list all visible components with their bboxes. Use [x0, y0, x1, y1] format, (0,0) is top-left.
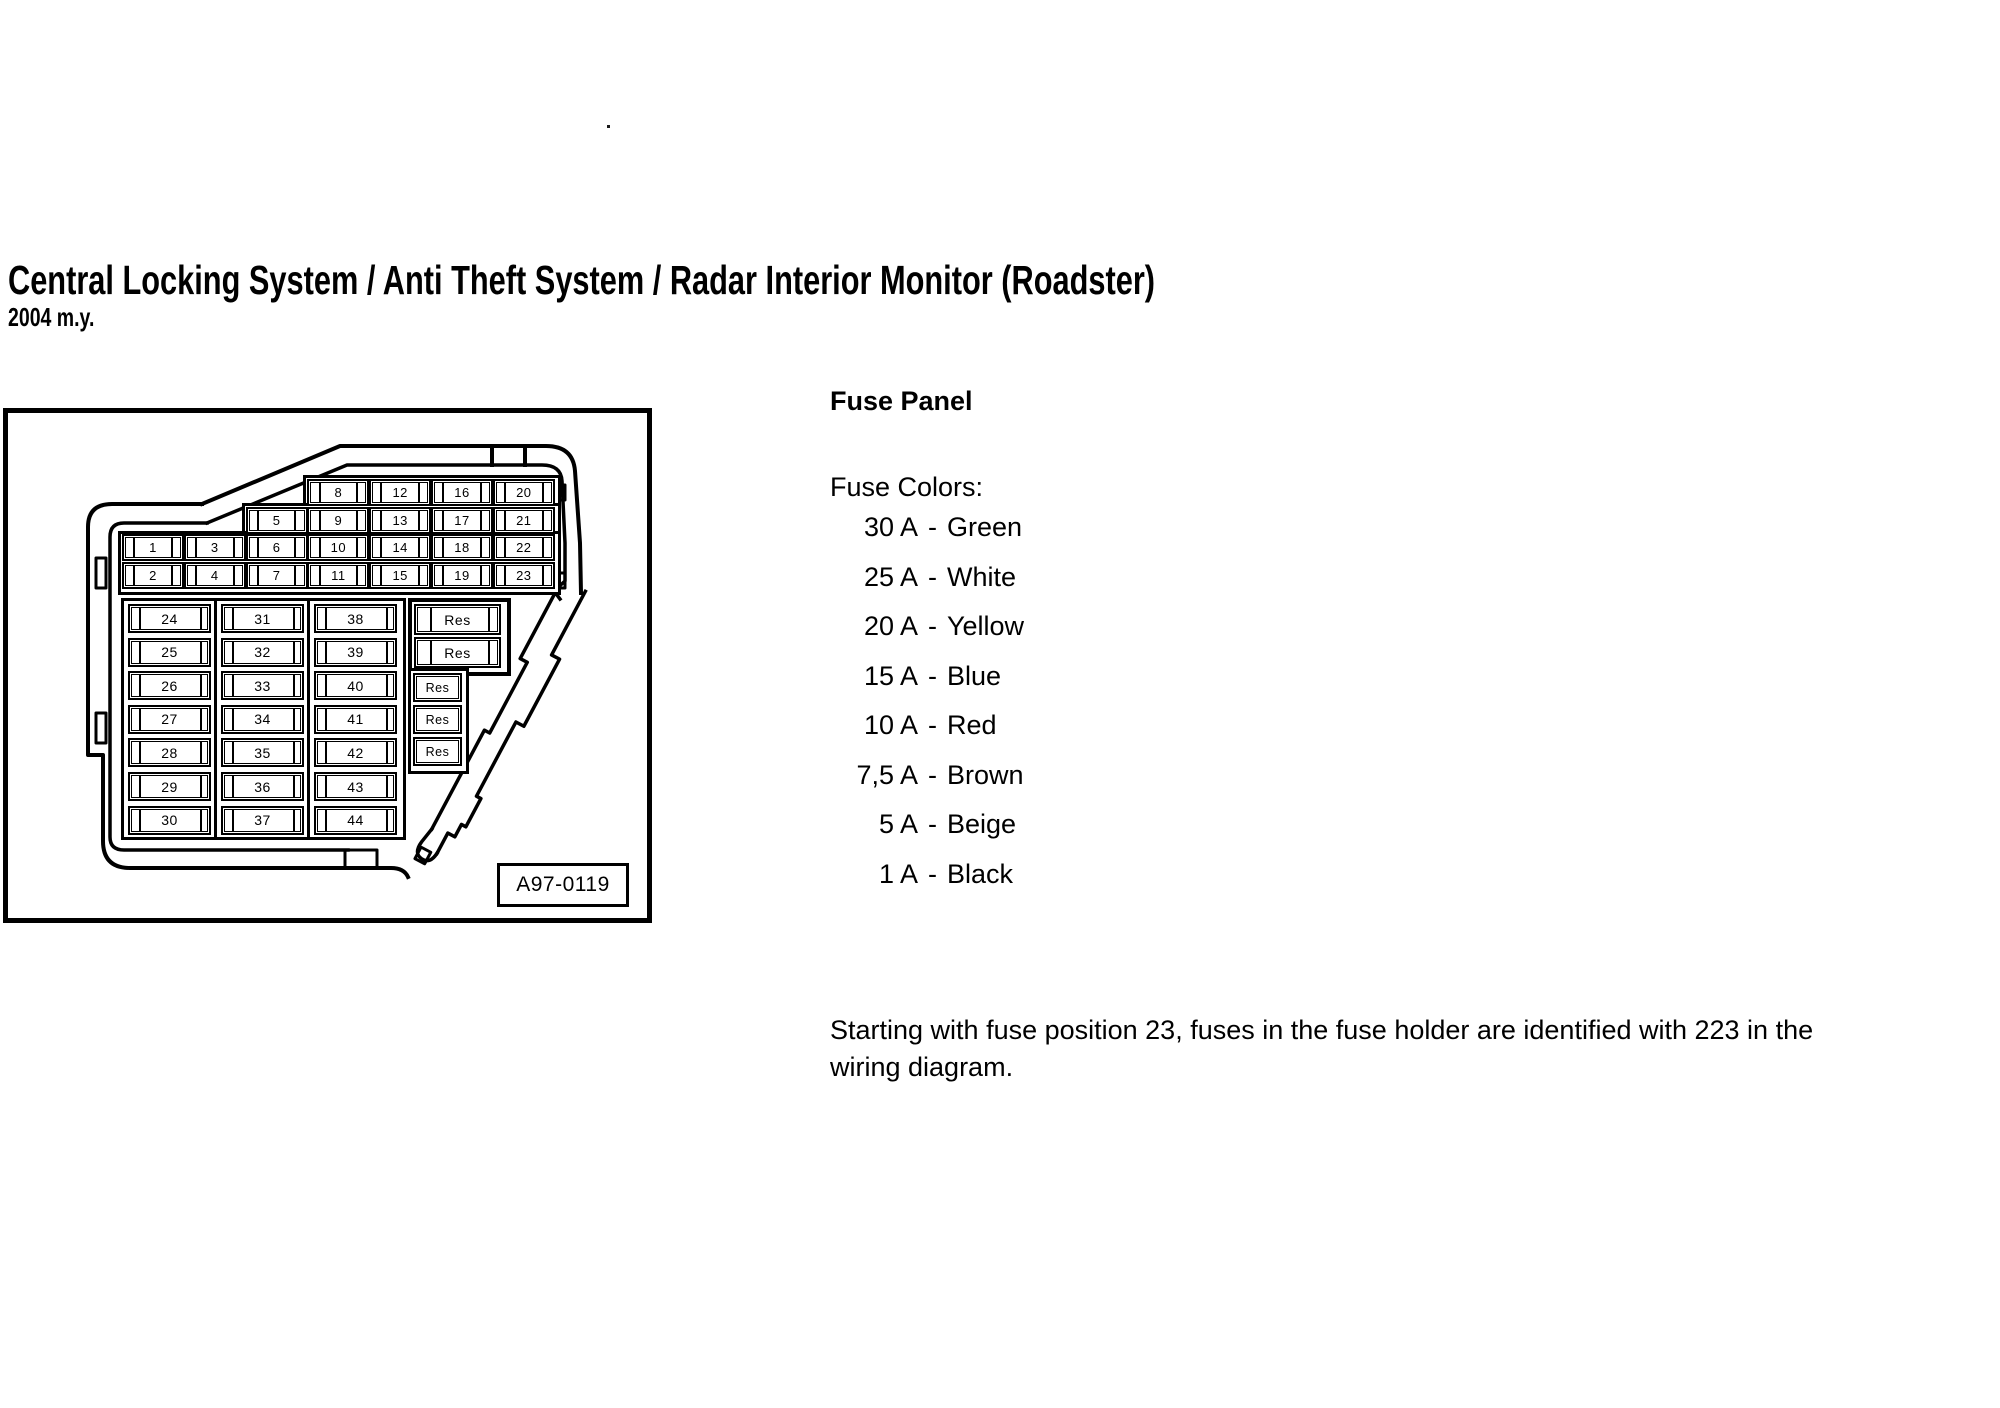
large-fuse-26 [128, 671, 211, 700]
dash-separator: - [928, 611, 937, 641]
fuse-color-name: Red [947, 710, 997, 740]
large-fuse-44 [314, 806, 397, 835]
fuse-color-row [830, 611, 1024, 661]
figure-number-box [497, 863, 629, 907]
fuse-number: 41 [347, 711, 364, 728]
fuse-color-name: Yellow [947, 611, 1025, 641]
small-fuse-17 [431, 507, 493, 534]
bottom-mount-tab [345, 850, 377, 868]
small-fuse-20 [493, 479, 555, 506]
fuse-number: 7 [272, 568, 281, 584]
fuse-color-row [830, 661, 1024, 711]
top-mount-tab [492, 446, 525, 465]
dash-separator: - [928, 710, 937, 740]
fuse-number: 18 [454, 540, 470, 556]
left-mount-tab [96, 558, 106, 588]
large-fuse-27 [128, 705, 211, 734]
fuse-number: 12 [392, 485, 408, 500]
small-fuse-18 [431, 534, 493, 561]
fuse-amperage: 20 A [863, 611, 918, 641]
fuse-number: 27 [161, 711, 178, 728]
fuse-number: 40 [347, 677, 364, 694]
page-title-text: Central Locking System / Anti Theft System / Radar Interior Monitor (Roadster) [8, 257, 1156, 304]
large-fuse-39 [314, 638, 397, 667]
large-fuse-40 [314, 671, 397, 700]
reserve-fuse-small [413, 737, 462, 766]
small-fuse-4 [184, 562, 246, 589]
fuse-number: Res [444, 611, 471, 628]
fuse-amperage: 7,5 A [856, 759, 918, 790]
fuse-number: 8 [334, 485, 343, 500]
small-fuse-14 [369, 534, 431, 561]
reserve-fuse-large [414, 604, 501, 635]
small-fuse-1 [122, 534, 184, 561]
small-fuse-6 [246, 534, 308, 561]
reserve-fuse-small [413, 673, 462, 702]
small-fuse-5 [246, 507, 308, 534]
large-fuse-28 [128, 738, 211, 767]
fuse-number: 39 [347, 644, 364, 661]
large-fuse-41 [314, 705, 397, 734]
large-fuse-35 [221, 738, 304, 767]
small-fuse-9 [307, 507, 369, 534]
model-year-subtitle [8, 302, 123, 333]
fuse-color-list [830, 512, 1024, 908]
reserve-fuse-large [414, 637, 501, 668]
fuse-number: 38 [347, 610, 364, 627]
model-year-text: 2004 m.y. [8, 302, 95, 332]
fuse-number: Res [444, 644, 471, 661]
dash-separator: - [928, 809, 937, 839]
figure-number: A97-0119 [516, 873, 610, 896]
dash-separator: - [928, 759, 937, 790]
fuse-panel-heading: Fuse Panel [830, 386, 973, 416]
fuse-number: 3 [210, 540, 219, 556]
fuse-number: 44 [347, 812, 364, 829]
fuse-color-row [830, 859, 1024, 909]
dash-separator: - [928, 660, 937, 691]
small-fuse-11 [307, 562, 369, 589]
fuse-amperage: 30 A [863, 512, 918, 542]
large-fuse-42 [314, 738, 397, 767]
small-fuse-21 [493, 507, 555, 534]
fuse-number: 22 [516, 540, 532, 556]
fuse-number: 28 [161, 744, 178, 761]
fuse-number: 23 [516, 568, 532, 584]
fuse-amperage: 25 A [863, 561, 918, 592]
fuse-number: 4 [210, 568, 219, 584]
large-fuse-43 [314, 772, 397, 801]
large-fuse-24 [128, 604, 211, 633]
small-fuse-2 [122, 562, 184, 589]
fuse-color-row [830, 760, 1024, 810]
fuse-colors-label: Fuse Colors: [830, 472, 984, 502]
fuse-number: 32 [254, 644, 271, 661]
large-fuse-36 [221, 772, 304, 801]
small-fuse-8 [307, 479, 369, 506]
large-fuse-37 [221, 806, 304, 835]
small-fuse-22 [493, 534, 555, 561]
large-fuse-30 [128, 806, 211, 835]
fuse-number: 13 [392, 512, 408, 528]
fuse-number: 14 [392, 540, 408, 556]
fuse-number: Res [425, 744, 450, 759]
fuse-amperage: 15 A [863, 660, 918, 691]
large-fuse-25 [128, 638, 211, 667]
dash-separator: - [928, 512, 937, 542]
small-fuse-13 [369, 507, 431, 534]
fuse-number: 16 [454, 485, 470, 500]
fuse-number: 30 [161, 812, 178, 829]
reserve-fuse-small [413, 705, 462, 734]
large-fuse-34 [221, 705, 304, 734]
fuse-color-row [830, 562, 1024, 612]
fuse-number: 26 [161, 677, 178, 694]
fuse-number: 42 [347, 744, 364, 761]
fuse-color-name: White [947, 561, 1017, 592]
large-fuse-29 [128, 772, 211, 801]
fuse-number: 10 [330, 540, 347, 556]
fuse-number: 2 [149, 568, 157, 584]
fuse-number: 29 [161, 778, 178, 795]
small-fuse-12 [369, 479, 431, 506]
fuse-number: Res [425, 680, 450, 695]
small-fuse-16 [431, 479, 493, 506]
fuse-number: 15 [392, 568, 408, 584]
large-fuse-31 [221, 604, 304, 633]
small-fuse-15 [369, 562, 431, 589]
fuse-number: 11 [331, 568, 346, 584]
dash-separator: - [928, 561, 937, 592]
fuse-amperage: 5 A [878, 809, 918, 839]
fuse-color-name: Brown [947, 759, 1024, 790]
fuse-number: 20 [516, 485, 532, 500]
fuse-color-name: Blue [947, 660, 1002, 691]
fuse-number: 21 [516, 512, 532, 528]
fuse-number: 43 [347, 778, 364, 795]
fuse-diagram [3, 408, 652, 923]
fuse-number: 17 [454, 512, 470, 528]
fuse-number: 24 [161, 610, 178, 627]
fuse-number: 33 [254, 677, 271, 694]
small-fuse-23 [493, 562, 555, 589]
small-fuse-19 [431, 562, 493, 589]
small-fuse-3 [184, 534, 246, 561]
fuse-color-name: Beige [947, 809, 1017, 839]
fuse-number: 9 [334, 512, 343, 528]
fuse-number: 35 [254, 744, 271, 761]
large-fuse-33 [221, 671, 304, 700]
small-fuse-10 [307, 534, 369, 561]
fuse-color-name: Black [947, 858, 1014, 889]
fuse-color-row [830, 512, 1024, 562]
fuse-number: 34 [254, 711, 271, 728]
page-title [8, 257, 1537, 303]
dash-separator: - [928, 858, 937, 889]
fuse-number: Res [425, 712, 450, 727]
left-mount-tab [96, 713, 106, 743]
fuse-amperage: 10 A [863, 710, 918, 740]
small-fuse-7 [246, 562, 308, 589]
fuse-number: 36 [254, 778, 271, 795]
fuse-amperage: 1 A [878, 858, 918, 889]
large-fuse-38 [314, 604, 397, 633]
fuse-number: 5 [272, 512, 281, 528]
fuse-number: 25 [161, 644, 178, 661]
fuse-number: 6 [272, 540, 281, 556]
fuse-position-note: Starting with fuse position 23, fuses in the fuse holder are identified with 223 in the wiring diagram. [830, 1015, 1814, 1082]
fuse-color-row [830, 809, 1024, 859]
fuse-color-row [830, 710, 1024, 760]
fuse-number: 19 [454, 568, 470, 584]
scan-dot-artifact [607, 125, 610, 128]
fuse-color-name: Green [947, 512, 1023, 542]
fuse-number: 1 [149, 540, 157, 556]
fuse-number: 31 [254, 610, 271, 627]
large-fuse-32 [221, 638, 304, 667]
fuse-number: 37 [254, 812, 271, 829]
